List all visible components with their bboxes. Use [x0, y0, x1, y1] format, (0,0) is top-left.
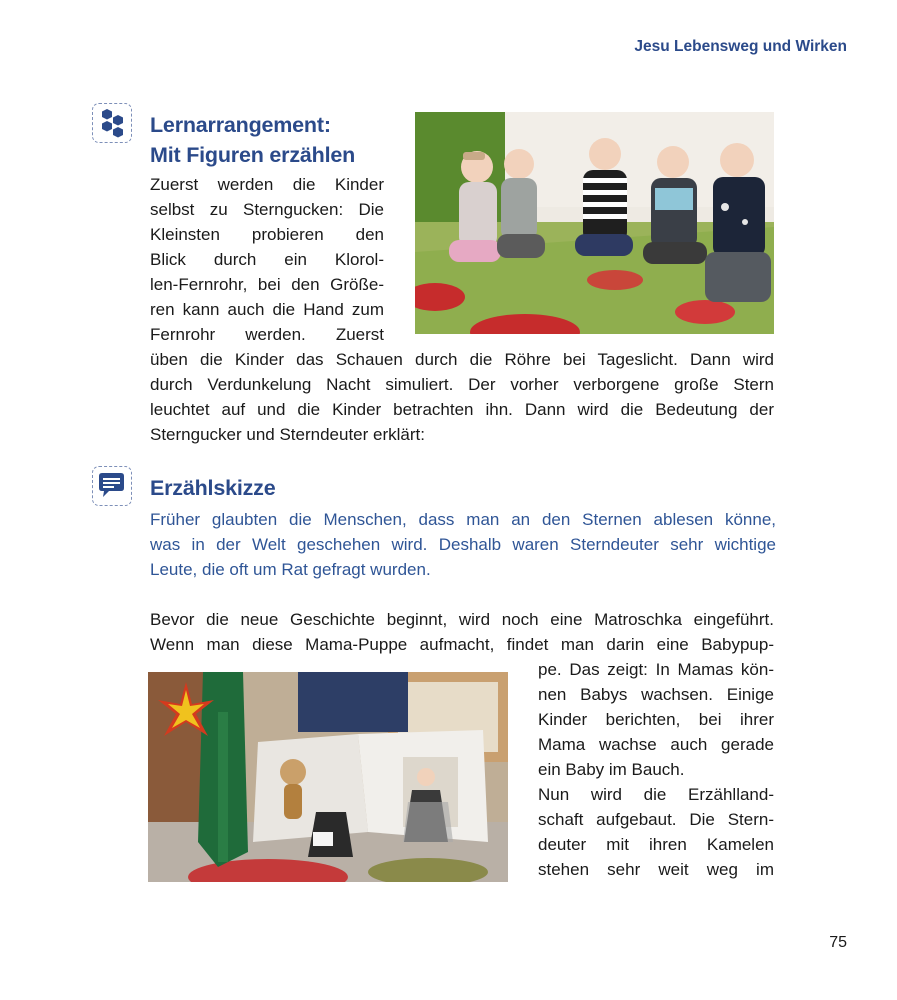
- text-line: Bevor die neue Geschichte beginnt, wird noch eine Matroschka eingeführt.: [150, 610, 774, 629]
- text-line: Mama wachse auch gerade: [538, 735, 774, 754]
- section2-wide-text: [150, 607, 774, 657]
- section-title-line-2: Mit Figuren erzählen: [150, 143, 356, 167]
- text-line: len-Fernrohr, bei den Größe-: [150, 275, 384, 294]
- hexagon-cluster-icon: [92, 103, 132, 143]
- section1-narrow-text: [150, 172, 384, 347]
- section1-wide-text: [150, 347, 774, 447]
- text-line: durch Verdunkelung Nacht simuliert. Der vorher verborgene große Stern: [150, 375, 774, 394]
- text-line: Kleinsten probieren den: [150, 225, 384, 244]
- text-line: stehen sehr weit weg im: [538, 860, 774, 879]
- text-line: deuter mit ihren Kamelen: [538, 835, 774, 854]
- text-line: Wenn man diese Mama-Puppe aufmacht, findet man darin eine Babypup-: [150, 635, 774, 654]
- text-line: pe. Das zeigt: In Mamas kön-: [538, 660, 774, 679]
- page-number: 75: [829, 934, 847, 951]
- text-line: ein Baby im Bauch.: [538, 760, 685, 779]
- text-line: Früher glaubten die Menschen, dass man an den Sternen ablesen könne,: [150, 510, 776, 529]
- text-line: nen Babys wachsen. Einige: [538, 685, 774, 704]
- text-line: Nun wird die Erzählland-: [538, 785, 774, 804]
- text-line: ren kann auch die Hand zum: [150, 300, 384, 319]
- text-line: Fernrohr werden. Zuerst: [150, 325, 384, 344]
- intro-paragraph: [150, 507, 776, 582]
- running-head: Jesu Lebensweg und Wirken: [634, 38, 847, 55]
- text-line: Leute, die oft um Rat gefragt wurden.: [150, 560, 431, 579]
- section-title-erzaehlskizze: Erzählskizze: [150, 476, 276, 500]
- text-line: was in der Welt geschehen wird. Deshalb waren Sterndeuter sehr wichtige: [150, 535, 776, 554]
- text-line: Blick durch ein Klorol-: [150, 250, 384, 269]
- text-line: selbst zu Sterngucken: Die: [150, 200, 384, 219]
- speech-bubble-icon: [92, 466, 132, 506]
- section2-narrow-text: [538, 657, 774, 882]
- text-line: Zuerst werden die Kinder: [150, 175, 384, 194]
- text-line: Kinder berichten, bei ihrer: [538, 710, 774, 729]
- section-title-lernarrangement: [150, 110, 355, 170]
- text-line: Sterngucker und Sterndeuter erklärt:: [150, 425, 425, 444]
- text-line: üben die Kinder das Schauen durch die Röhre bei Tageslicht. Dann wird: [150, 350, 774, 369]
- narrative-landscape-photo: [148, 672, 508, 882]
- section-title-line-1: Lernarrangement:: [150, 113, 331, 137]
- text-line: schaft aufgebaut. Die Stern-: [538, 810, 774, 829]
- children-telescope-photo: [415, 112, 774, 334]
- text-line: leuchtet auf und die Kinder betrachten ihn. Dann wird die Bedeutung der: [150, 400, 774, 419]
